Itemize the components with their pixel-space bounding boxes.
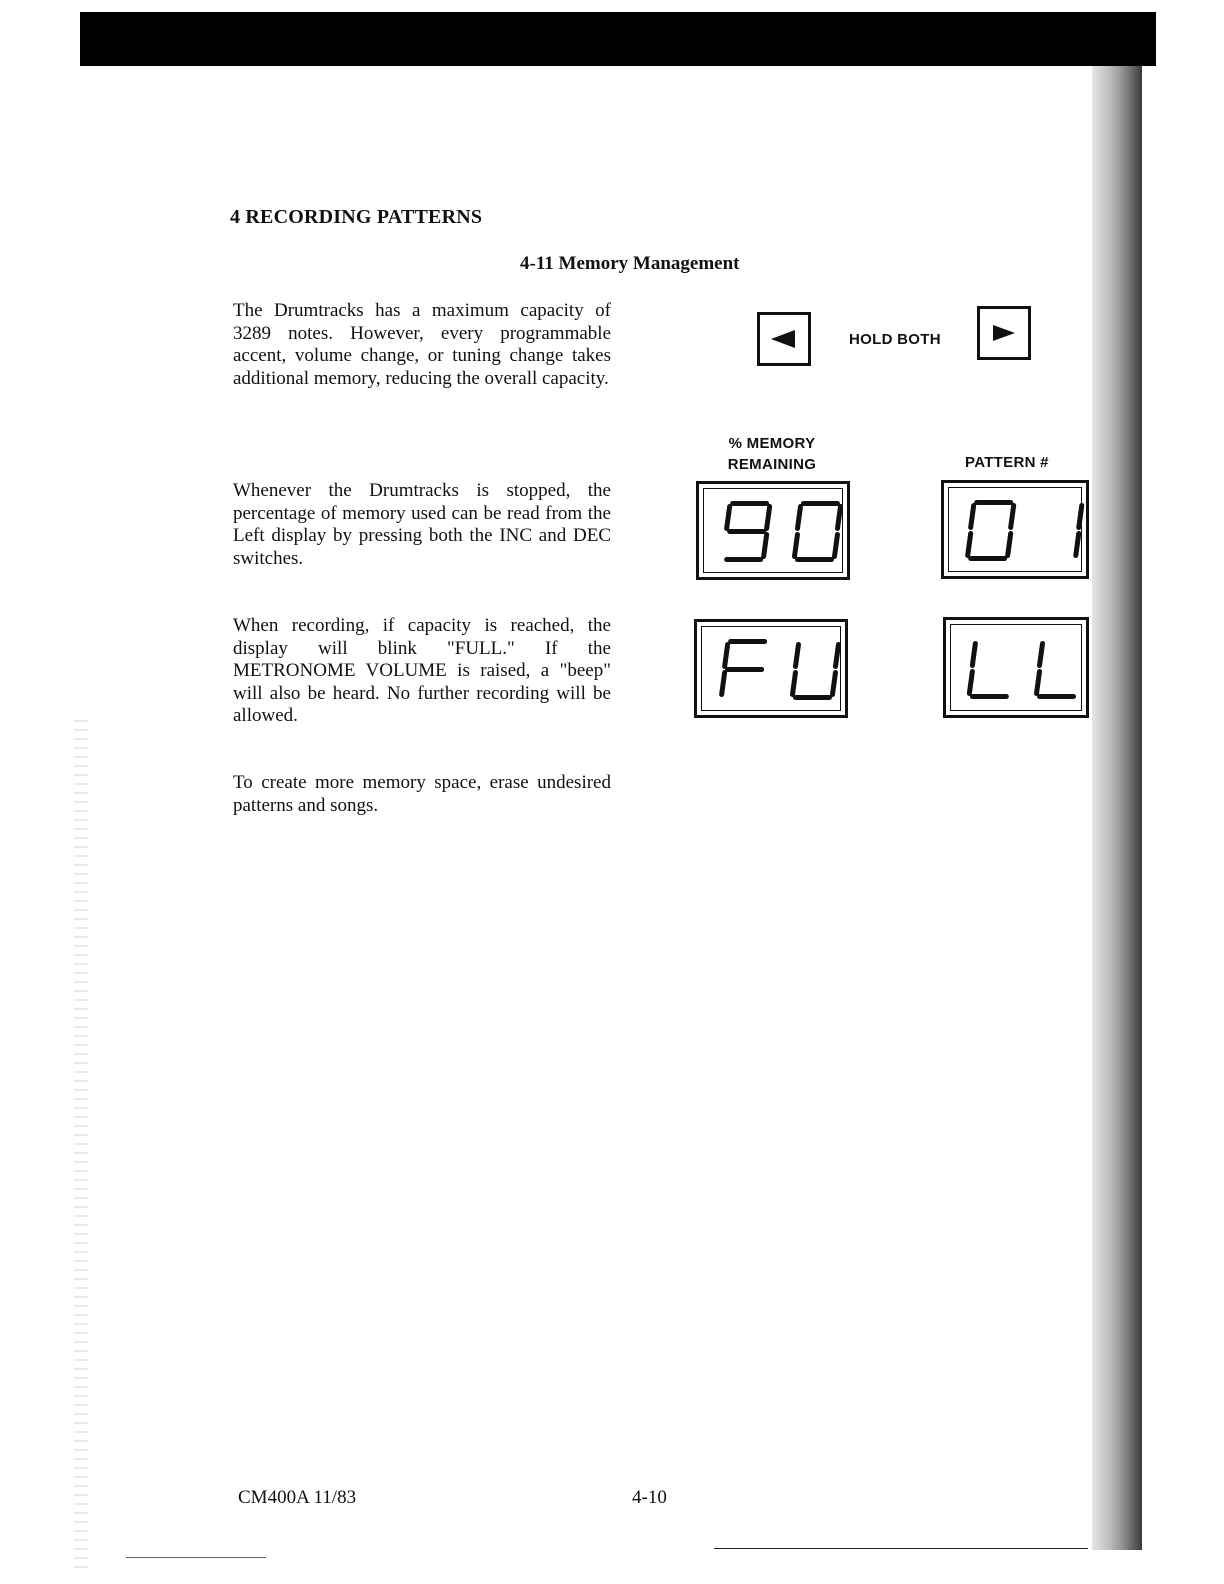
- paragraph-erase-tip: To create more memory space, erase undesired patterns and songs.: [233, 772, 611, 816]
- display-segment-f: [795, 645, 798, 667]
- seven-segment-readout: [944, 483, 1092, 582]
- display-segment-e: [969, 672, 972, 694]
- seven-segment-readout: [946, 620, 1092, 721]
- hold-both-label: HOLD BOTH: [849, 331, 941, 348]
- document-code: CM400A 11/83: [238, 1487, 357, 1508]
- display-segment-e: [722, 673, 725, 695]
- display-segment-f: [797, 507, 800, 529]
- scan-left-edge-speckle: [74, 720, 88, 1570]
- display-segment-f: [725, 645, 728, 667]
- paragraph-memory-percentage: Whenever the Drumtracks is stopped, the percentage of memory used can be read from the Left display by pressing both the INC and DEC switches.: [233, 480, 611, 569]
- display-segment-b: [835, 645, 838, 667]
- display-segment-c: [1008, 534, 1011, 556]
- page-top-black-bar: [80, 12, 1156, 66]
- display-segment-e: [968, 534, 971, 556]
- paragraph-full-warning: When recording, if capacity is reached, the display will blink "FULL." If the METRONOME VOLUME is raised, a "beep" will also be heard. No further recording will be allowed.: [233, 615, 611, 726]
- memory-label-line1: % MEMORY: [728, 435, 816, 452]
- display-segment-c: [834, 535, 837, 557]
- seven-segment-readout: [699, 484, 853, 583]
- scan-bottom-line: [714, 1548, 1088, 1549]
- pattern-number-display: [941, 480, 1089, 579]
- dec-button-diagram: [757, 312, 811, 366]
- display-segment-b: [837, 507, 840, 529]
- display-segment-b: [1079, 506, 1082, 528]
- inc-button-diagram: [977, 306, 1031, 360]
- pattern-number-label: PATTERN #: [965, 454, 1049, 471]
- memory-label-line2: REMAINING: [727, 456, 817, 473]
- display-segment-e: [792, 673, 795, 695]
- display-segment-c: [1076, 534, 1079, 556]
- scan-blue-line: [126, 1557, 266, 1558]
- section-title: 4 RECORDING PATTERNS: [230, 206, 483, 228]
- display-segment-f: [971, 506, 974, 528]
- page-number: 4-10: [632, 1487, 667, 1508]
- memory-remaining-label: [722, 433, 822, 475]
- display-segment-c: [832, 673, 835, 695]
- display-segment-e: [794, 535, 797, 557]
- display-segment-c: [764, 535, 767, 557]
- right-arrow-icon: [993, 325, 1015, 341]
- full-right-display: [943, 617, 1089, 718]
- left-arrow-icon: [771, 330, 797, 348]
- display-segment-b: [1011, 506, 1014, 528]
- display-segment-e: [1037, 672, 1040, 694]
- display-segment-b: [767, 507, 770, 529]
- seven-segment-readout: [697, 622, 851, 721]
- subsection-title: 4-11 Memory Management: [520, 253, 740, 274]
- display-segment-f: [1040, 644, 1043, 666]
- scan-right-edge-shadow: [1092, 66, 1142, 1550]
- full-left-display: [694, 619, 848, 718]
- paragraph-capacity: The Drumtracks has a maximum capacity of 3289 notes. However, every programmable accent, volume change, or tuning change takes additional memory, reducing the overall capacity.: [233, 300, 611, 389]
- memory-percentage-display: [696, 481, 850, 580]
- display-segment-f: [972, 644, 975, 666]
- display-segment-f: [727, 507, 730, 529]
